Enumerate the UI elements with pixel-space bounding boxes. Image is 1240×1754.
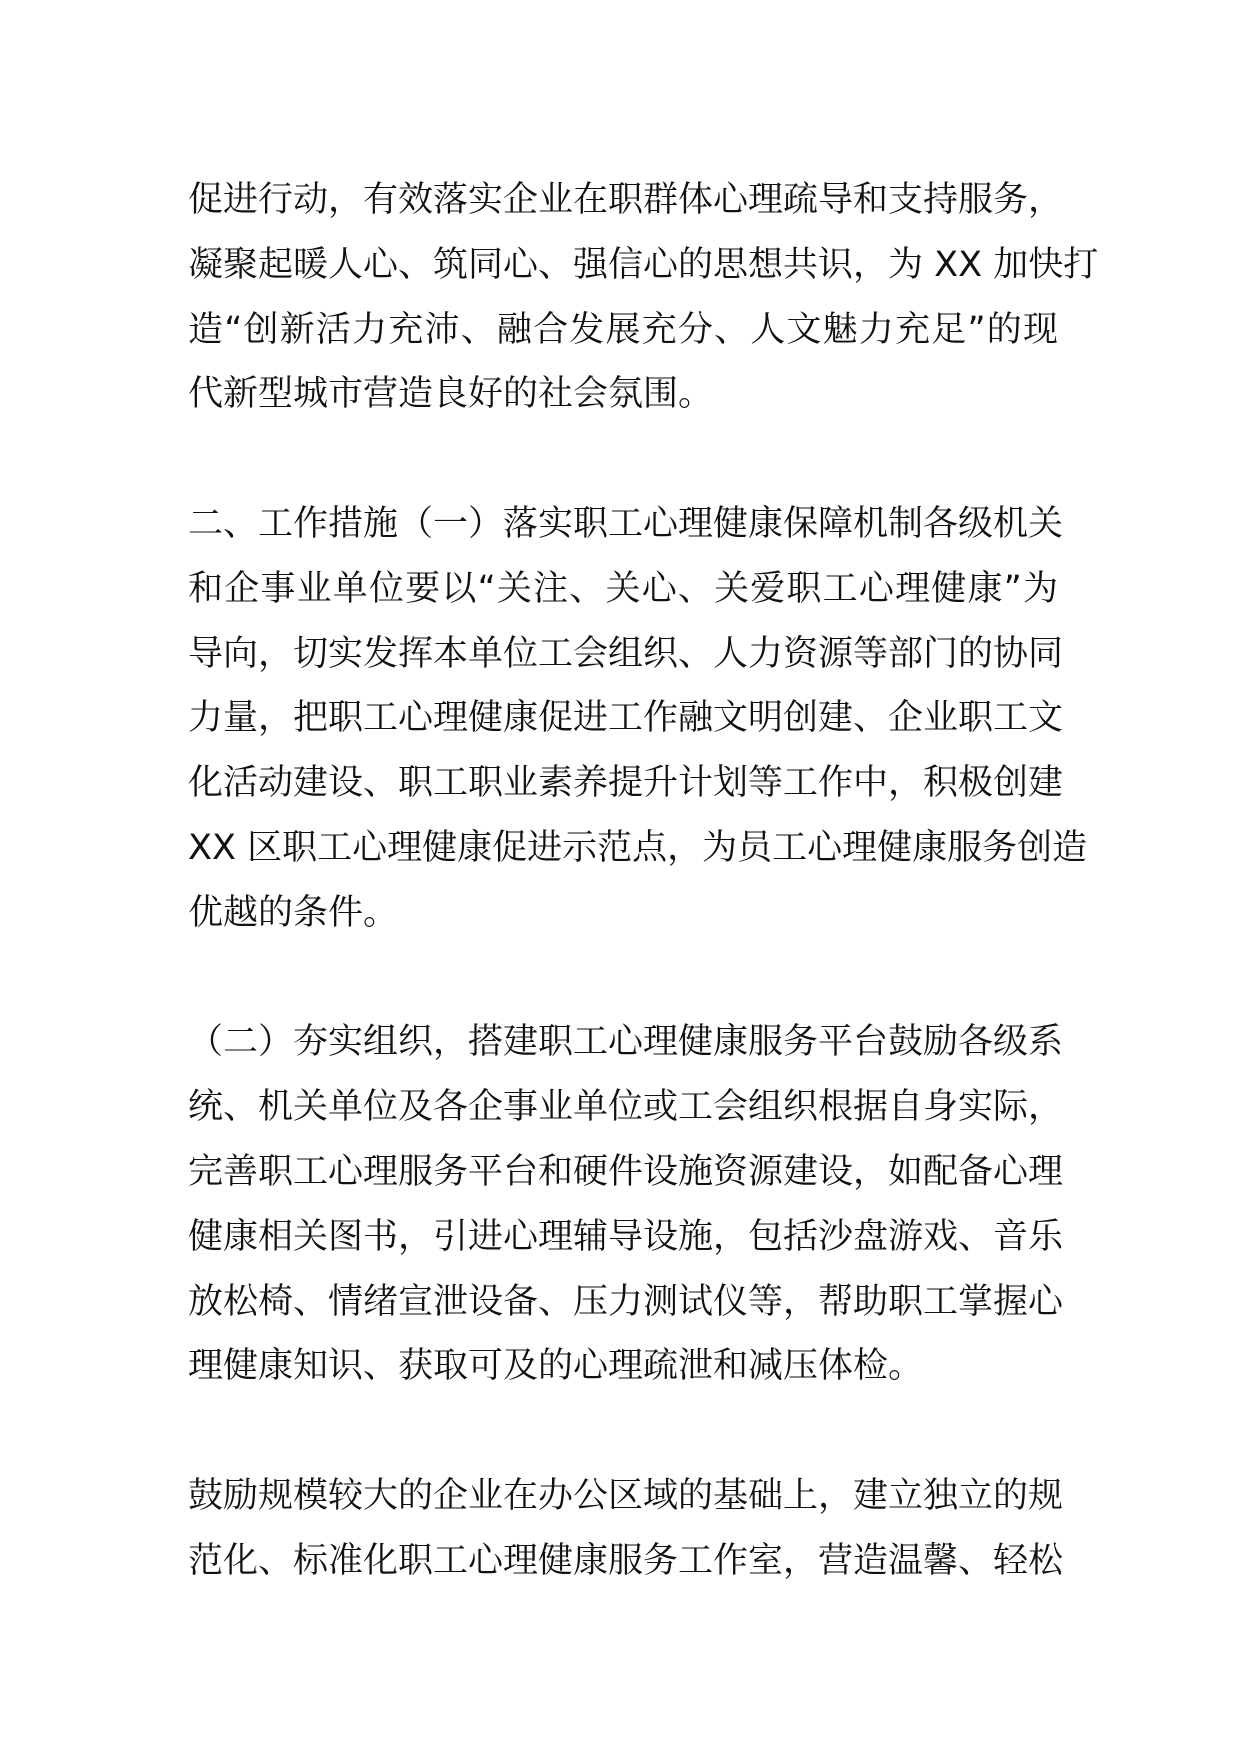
text-line: 放松椅、情绪宣泄设备、压力测试仪等，帮助职工掌握心	[188, 1281, 1064, 1322]
paragraph-work-measures-two	[188, 1010, 1064, 1399]
paragraph-large-enterprises	[188, 1464, 1064, 1594]
text-line: 造“创新活力充沛、融合发展充分、人文魅力充足”的现	[188, 309, 1058, 350]
text-line: 凝聚起暖人心、筑同心、强信心的思想共识，为 XX 加快打	[188, 244, 1099, 285]
text-line: 导向，切实发挥本单位工会组织、人力资源等部门的协同	[188, 633, 1064, 674]
text-line: 健康相关图书，引进心理辅导设施，包括沙盘游戏、音乐	[188, 1216, 1064, 1257]
document-body	[188, 168, 1099, 1594]
paragraph-work-measures-one	[188, 492, 1088, 946]
text-line: （二）夯实组织，搭建职工心理健康服务平台鼓励各级系	[188, 1022, 1064, 1063]
text-line: 理健康知识、获取可及的心理疏泄和减压体检。	[188, 1346, 924, 1387]
text-line: 二、工作措施（一）落实职工心理健康保障机制各级机关	[188, 503, 1064, 544]
text-line: 和企事业单位要以“关注、关心、关爱职工心理健康”为	[188, 568, 1058, 609]
paragraph-goal-summary	[188, 168, 1099, 427]
text-line: 统、机关单位及各企事业单位或工会组织根据自身实际，	[188, 1087, 1064, 1128]
text-line: 促进行动，有效落实企业在职群体心理疏导和支持服务，	[188, 180, 1064, 220]
text-line: 代新型城市营造良好的社会氛围。	[188, 374, 714, 415]
text-line: 力量，把职工心理健康促进工作融文明创建、企业职工文	[188, 698, 1064, 739]
text-line: 范化、标准化职工心理健康服务工作室，营造温馨、轻松	[188, 1540, 1064, 1581]
text-line: XX 区职工心理健康促进示范点，为员工心理健康服务创造	[188, 827, 1088, 868]
text-line: 化活动建设、职工职业素养提升计划等工作中，积极创建	[188, 763, 1064, 804]
text-line: 优越的条件。	[188, 892, 399, 933]
text-line: 完善职工心理服务平台和硬件设施资源建设，如配备心理	[188, 1151, 1064, 1192]
text-line: 鼓励规模较大的企业在办公区域的基础上，建立独立的规	[188, 1475, 1064, 1516]
